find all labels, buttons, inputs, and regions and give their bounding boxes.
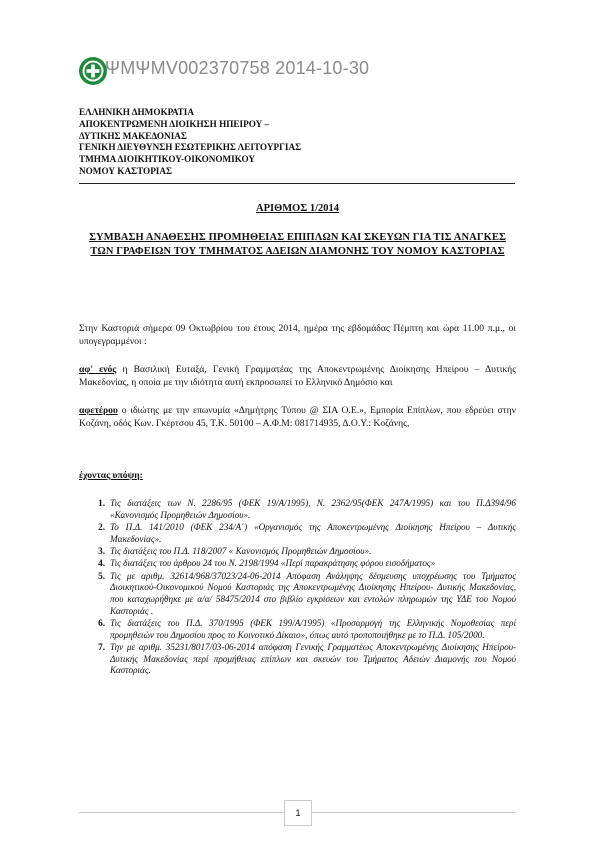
header-line: ΑΠΟΚΕΝΤΡΩΜΕΝΗ ΔΙΟΙΚΗΣΗ ΗΠΕΙΡΟΥ – [79,118,270,129]
header-line: ΕΛΛΗΝΙΚΗ ΔΗΜΟΚΡΑΤΙΑ [79,107,194,117]
list-item-text: Τις διατάξεις των Ν. 2286/95 (ΦΕΚ 19/Α/1995), Ν. 2362/95(ΦΕΚ 247Α/1995) και του Π.Δ394/96 «Κανονισμός Προμηθειών Δημοσίου». [110,498,516,520]
list-item [79,558,516,570]
list-item-number: 4. [98,558,105,569]
list-item [79,546,516,558]
header-divider [79,183,515,184]
intro-paragraph: Στην Καστοριά σήμερα 09 Οκτωβρίου του έτους 2014, ημέρα της εβδομάδας Πέμπτη και ώρα 11.00 π.μ., οι υπογεγραμμένοι : [79,323,516,348]
first-party-lead: αφ' ενός [79,364,117,375]
list-item-text: Την με αριθμ. 35231/8017/03-06-2014 απόφαση Γενικής Γραμματέως Αποκεντρωμένης Διοίκησης Ηπείρου-Δυτικής Μακεδονίας περί προμήθειας επίπλων και σκευών του Τμήματος Αδειών Διαμονής του Νομού Καστοριάς. [110,642,516,676]
header-line: ΓΕΝΙΚΗ ΔΙΕΥΘΥΝΣΗ ΕΣΩΤΕΡΙΚΗΣ ΛΕΙΤΟΥΡΓΙΑΣ [79,142,302,153]
header-line: ΔΥΤΙΚΗΣ ΜΑΚΕΔΟΝΙΑΣ [79,130,187,141]
given-heading: έχοντας υπόψη: [79,470,143,481]
second-party-lead: αφετέρου [79,405,118,416]
list-item-number: 6. [98,618,105,628]
list-item [79,498,516,521]
list-item-number: 7. [98,642,105,652]
document-number [0,203,595,214]
list-item-text: Τις διατάξεις του Π.Δ. 118/2007 « Κανονισμός Προμηθειών Δημοσίου». [110,546,372,556]
page-number: 1 [284,800,312,826]
document-id-watermark: ΨΜΨΜV002370758 2014-10-30 [105,58,370,78]
list-item [79,522,516,545]
second-party-text: ο ιδιώτης με την επωνυμία «Δημήτρης Τύπου @ ΣΙΑ Ο.Ε.», Εμπορία Επίπλων, που εδρεύει στην Κοζάνη, οδός Κων. Γκέρτσου 45, Τ.Κ. 50100 – Α.Φ.Μ: 081714935, Δ.Ο.Υ.: Κοζάνης, [79,405,516,430]
list-item [79,642,516,677]
first-party-paragraph [79,363,516,389]
considerations-list [79,498,516,678]
list-item [79,571,516,618]
first-party-text: η Βασιλική Ευταξά, Γενική Γραμματέας της Αποκεντρωμένης Διοίκησης Ηπείρου – Δυτικής Μακεδονίας, η οποία με την ιδιότητα αυτή εκπροσωπεί το Ελληνικό Δημόσιο και [79,364,516,389]
list-item-number: 2. [98,522,105,532]
list-item-number: 3. [98,546,105,556]
document-title: ΣΥΜΒΑΣΗ ΑΝΑΘΕΣΗΣ ΠΡΟΜΗΘΕΙΑΣ ΕΠΙΠΛΩΝ ΚΑΙ ΣΚΕΥΩΝ ΓΙΑ ΤΙΣ ΑΝΑΓΚΕΣ ΤΩΝ ΓΡΑΦΕΙΩΝ ΤΟΥ ΤΜΗΜΑΤΟΣ ΑΔΕΙΩΝ ΔΙΑΜΟΝΗΣ ΤΟΥ ΝΟΜΟΥ ΚΑΣΤΟΡΙΑΣ [89,232,506,257]
authority-header [79,107,379,178]
header-line: ΤΜΗΜΑ ΔΙΟΙΚΗΤΙΚΟΥ-ΟΙΚΟΝΟΜΙΚΟΥ [79,154,256,165]
greek-state-seal-icon [78,56,108,86]
list-item-text: Τις με αριθμ. 32614/968/37023/24-06-2014 Απόφαση Ανάληψης δέσμευσης υποχρέωσης του Τμήματος Διοικητικού-Οικονομικού Νομού Καστοριάς της Αποκεντρωμένης Διοίκησης Ηπείρου- Δυτικής Μακεδονίας, που καταχωρήθηκε με α/α/ 58475/2014 στο βιβλίο εγκρίσεων και εντολών πληρωμών της ΥΔΕ του Νομού Καστοριάς . [110,570,516,616]
list-item-text: Τις διατάξεις του άρθρου 24 του Ν. 2198/1994 «Περί παρακράτησης φόρου εισοδήματος» [110,558,436,569]
document-number-text: ΑΡΙΘΜΟΣ 1/2014 [256,203,339,214]
list-item [79,618,516,641]
second-party-paragraph [79,404,516,430]
header-line: ΝΟΜΟΥ ΚΑΣΤΟΡΙΑΣ [79,165,173,176]
list-item-text: Τις διατάξεις του Π.Δ. 370/1995 (ΦΕΚ 199/Α/1995) «Προσαρμογή της Ελληνικής Νομοθεσίας περί προμηθειών του Δημοσίου προς το Κοινοτικό Δίκαιο», όπως αυτό τροποποιήθηκε με το Π.Δ. 105/2000. [110,618,516,640]
list-item-number: 1. [98,498,105,508]
list-item-number: 5. [98,570,105,581]
list-item-text: Το Π.Δ. 141/2010 (ΦΕΚ 234/Α΄) «Οργανισμός της Αποκεντρωμένης Διοίκησης Ηπείρου – Δυτικής Μακεδονίας». [110,522,516,544]
